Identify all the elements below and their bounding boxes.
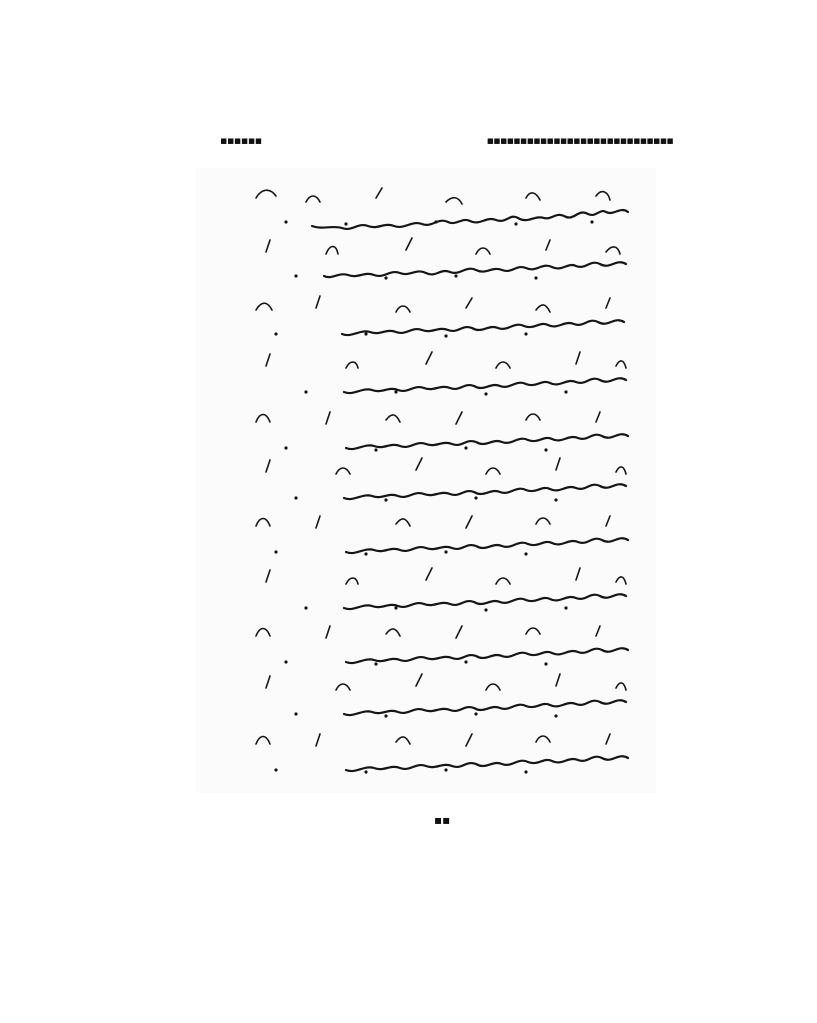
manuscript-line bbox=[216, 462, 636, 500]
running-header-right: ▪▪▪▪▪▪▪▪▪▪▪▪▪▪▪▪▪▪▪▪▪▪▪▪▪▪▪▪ bbox=[486, 134, 673, 147]
manuscript-line bbox=[216, 678, 636, 716]
manuscript-line bbox=[216, 412, 636, 450]
running-header-left: ▪▪▪▪▪▪ bbox=[220, 134, 262, 147]
manuscript-line bbox=[216, 516, 636, 554]
manuscript-line bbox=[216, 626, 636, 664]
page-number: ▪▪ bbox=[434, 813, 451, 827]
manuscript-line bbox=[216, 240, 636, 278]
manuscript-line bbox=[216, 298, 636, 336]
manuscript-line bbox=[216, 186, 636, 224]
manuscript-line bbox=[216, 356, 636, 394]
manuscript-scan bbox=[196, 168, 656, 793]
manuscript-line bbox=[216, 572, 636, 610]
manuscript-line bbox=[216, 734, 636, 772]
